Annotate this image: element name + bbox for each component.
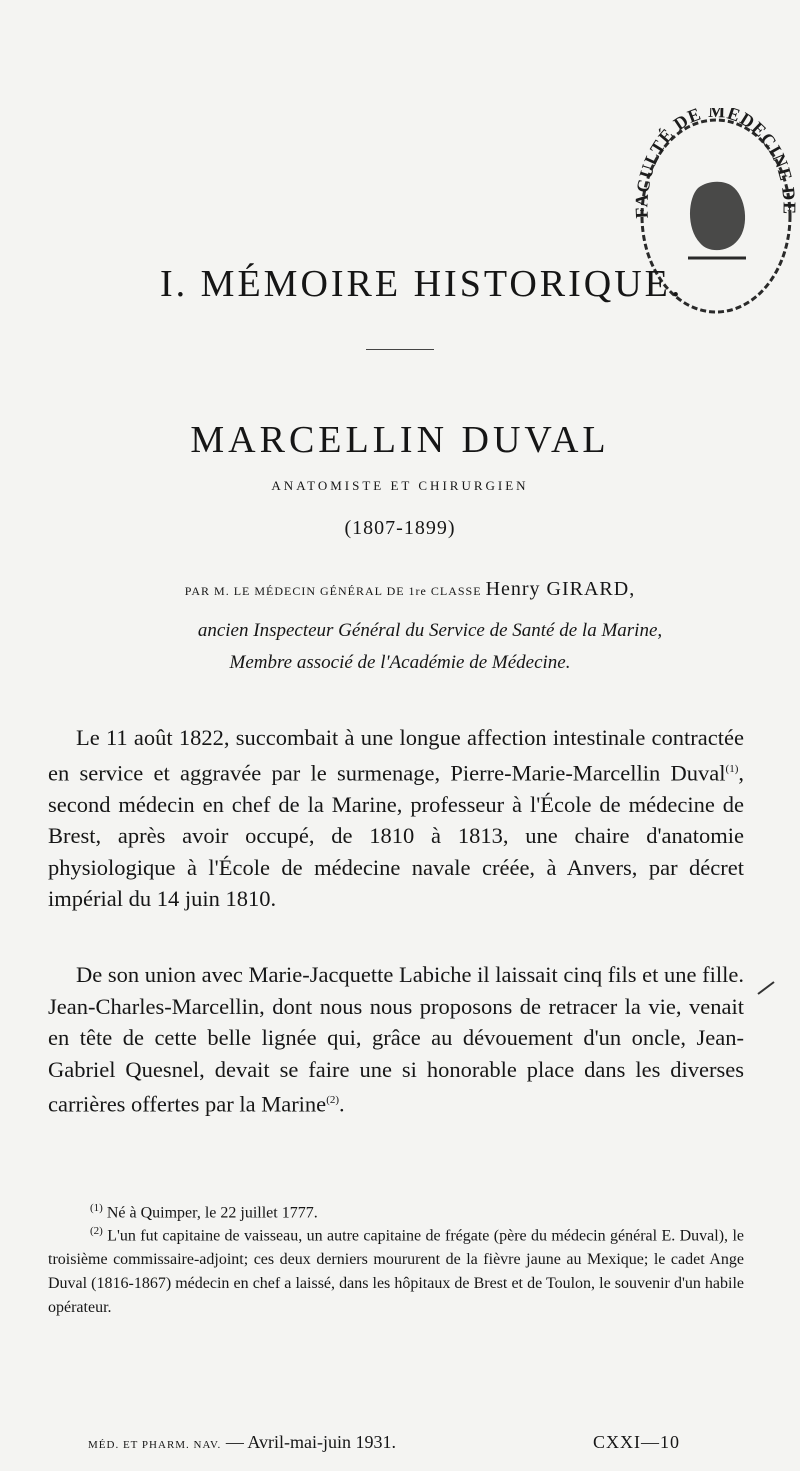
stamp-text: FACULTÉ DE MÉDECINE DE: [631, 108, 798, 219]
margin-pencil-mark: [756, 978, 776, 998]
footnote-1-text: Né à Quimper, le 22 juillet 1777.: [106, 1204, 318, 1222]
footnote-2-text: L'un fut capitaine de vaisseau, un autre capitaine de frégate (père du médecin général E. Duval), le troisième commissaire-adjoint; ces deux derniers moururent de la fièvre jaune au Mexique; le cadet Ange Duval (1816-1867) médecin en chef a laissé, dans les hôpitaux de Brest et de Toulon, le souvenir d'un habile opérateur.: [48, 1227, 744, 1317]
body-paragraph-1: [48, 722, 744, 915]
title-divider: [366, 349, 434, 350]
byline: [100, 578, 720, 601]
page-number: CXXI—10: [593, 1432, 680, 1452]
article-subtitle: ANATOMISTE ET CHIRURGIEN: [271, 478, 529, 493]
journal-name: MÉD. ET PHARM. NAV.: [88, 1439, 222, 1451]
article-dates: (1807-1899): [344, 517, 456, 539]
journal-issue: — Avril-mai-juin 1931.: [225, 1432, 396, 1452]
footnote-ref-1: (1): [725, 762, 739, 775]
section-title: I. MÉMOIRE HISTORIQUE.: [160, 263, 684, 305]
author-affiliation-1: ancien Inspecteur Général du Service de Santé de la Marine,: [197, 620, 663, 641]
article-subject-name: MARCELLIN DUVAL: [190, 419, 610, 461]
author-affiliation-2: Membre associé de l'Académie de Médecine.: [229, 652, 571, 673]
author-name: Henry GIRARD,: [485, 578, 636, 600]
footnote-2: [48, 1219, 744, 1320]
body-paragraph-2: [48, 959, 744, 1120]
footnote-2-marker: (2): [90, 1225, 103, 1237]
paragraph-2-text-a: De son union avec Marie-Jacquette Labiche il laissait cinq fils et une fille. Jean-Charles-Marcellin, dont nous nous proposons de retracer la vie, venait en tête de cette belle lignée qui, grâce au dévouement d'un oncle, Jean-Gabriel Quesnel, devait se faire une si honorable place dans les diverses carrières offertes par la Marine: [48, 962, 744, 1117]
paragraph-1-text-a: Le 11 août 1822, succombait à une longue affection intestinale contractée en service et aggravée par le surmenage, Pierre-Marie-Marcellin Duval: [48, 725, 744, 785]
paragraph-2-text-b: .: [339, 1091, 345, 1117]
page-footer: [88, 1432, 700, 1453]
paragraph-1-text-b: , second médecin en chef de la Marine, professeur à l'École de médecine de Brest, après avoir occupé, de 1810 à 1813, une chaire d'anatomie physiologique à l'École de médecine navale créée, à Anvers, par décret impérial du 14 juin 1810.: [48, 760, 744, 911]
footnote-ref-2: (2): [326, 1094, 340, 1106]
byline-prefix: PAR M. LE MÉDECIN GÉNÉRAL DE 1re CLASSE: [184, 584, 482, 598]
footnote-1-marker: (1): [90, 1202, 103, 1214]
